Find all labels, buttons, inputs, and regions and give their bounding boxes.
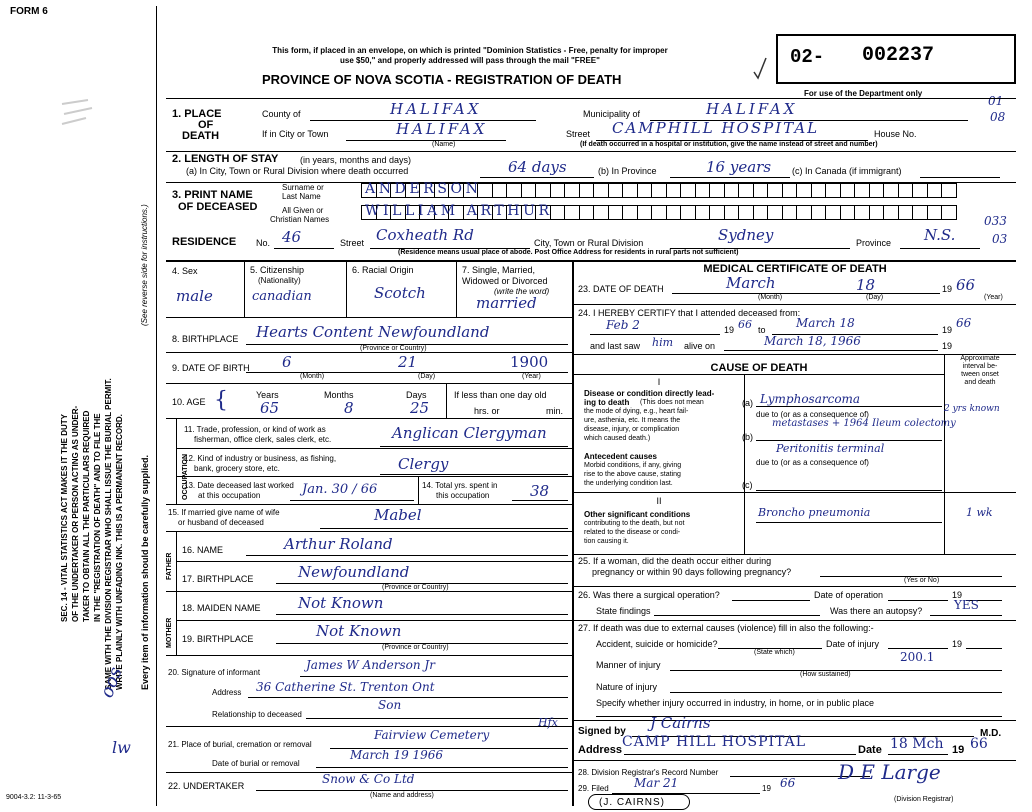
registration-number: 002237 [862,44,935,67]
cause-a-interval: 2 yrs known [944,404,1000,414]
specify-label: Specify whether injury occurred in industry, in home, or in public place [596,698,874,708]
marital-label-1: 7. Single, Married, [462,265,536,275]
municipality-value: HALIFAX [706,100,798,118]
street-value: CAMPHILL HOSPITAL [612,119,820,137]
place-label-3: DEATH [182,130,220,142]
dod-day-value: 18 [856,276,876,294]
dod-year-caption: (Year) [984,294,1003,301]
disease-label-6: disease, injury, or complication [584,426,680,433]
under-day-label-2: hrs. or [474,406,500,416]
trade-value: Anglican Clergyman [392,424,547,442]
name-caption: (Name) [432,141,456,148]
stay-label-note: (in years, months and days) [300,155,412,165]
reverse-side-note: (See reverse side for instructions.) [140,204,149,326]
total-years-value: 38 [530,482,550,500]
signed-by-label: Signed by [578,726,626,737]
last-worked-label-2: at this occupation [198,491,261,500]
cause-b-value: metastases + 1964 Ileum colectomy [772,418,956,429]
registrar-signature: D E Large [838,760,941,784]
residence-note: (Residence means usual place of abode. Post Office Address for residents in rural parts not sufficient) [398,249,739,256]
surname-label-2: Last Name [282,192,321,201]
antecedent-label-4: the underlying condition last. [584,480,673,487]
physician-address-label: Address [578,744,623,756]
registrar-caption: (Division Registrar) [894,796,954,803]
department-code-4: 03 [992,232,1008,246]
manner-label: Manner of injury [596,660,661,670]
check-mark-icon [752,56,768,80]
marital-label-3: (write the word) [494,287,550,296]
surgery-label: 26. Was there a surgical operation? [578,590,720,600]
residence-province-value: N.S. [924,226,956,244]
attend-to-label: to [758,325,766,335]
residence-no-value: 46 [282,228,302,246]
how-sustained-caption: (How sustained) [800,671,851,678]
part-ii-label: II [656,496,662,506]
dob-year-value: 1900 [510,353,549,371]
cause-a-prefix: (a) [742,398,753,408]
place-label-1: 1. PLACE [172,108,222,120]
relationship-label: Relationship to deceased [212,710,302,719]
physician-date-label: Date [858,744,882,756]
mother-maiden-value: Not Known [298,594,384,612]
attend-from-year: 66 [738,318,752,331]
antecedent-label-2: Morbid conditions, if any, giving [584,462,682,469]
approx-interval-1: Approximate [960,355,1000,362]
undertaker-label: 22. UNDERTAKER [168,781,245,791]
cause-a-value: Lymphosarcoma [760,392,861,406]
other-label-3: related to the disease or condi- [584,529,681,536]
age-days-value: 25 [410,399,430,417]
attend-from-value: Feb 2 [606,318,640,332]
approx-interval-2: interval be- [962,363,998,370]
other-label-1: Other significant conditions [584,510,691,519]
pregnancy-label-2: pregnancy or within 90 days following pregnancy? [592,567,792,577]
attend-label: 24. I HEREBY CERTIFY that I attended deceased from: [578,308,801,318]
informant-sig-value: James W Anderson Jr [306,658,435,672]
vital-stats-text-4: IN THE "REGISTRATION OF DEATH" AND TO FILE THE [93,413,102,622]
residence-label: RESIDENCE [172,236,237,248]
every-item-note: Every item of information should be carefully supplied. [140,454,150,690]
disease-label-4: the mode of dying, e.g., heart fail- [584,408,689,415]
county-value: HALIFAX [390,100,482,118]
physician-date-value: 18 Mch [890,736,944,752]
margin-handwriting-2: lw [112,738,131,757]
autopsy-value: YES [954,598,979,612]
disease-label-5: ure, asthenia, etc. It means the [584,417,681,424]
undertaker-caption: (Name and address) [370,792,434,799]
filed-year-prefix: 19 [762,784,771,793]
birthplace-value: Hearts Content Newfoundland [256,323,490,341]
other-value: Broncho pneumonia [758,506,871,519]
citizenship-label-1: 5. Citizenship [250,265,305,275]
dod-month-value: March [726,274,776,292]
age-days-label: Days [406,390,427,400]
attend-to-value: March 18 [796,316,855,330]
racial-origin-value: Scotch [374,284,426,302]
city-value: HALIFAX [396,120,488,138]
dob-month-value: 6 [282,353,292,371]
department-use-label: For use of the Department only [804,89,923,98]
vital-stats-text-2: OF THE UNDERTAKER OR PERSON ACTING AS UNDER- [71,405,80,622]
residence-street-value: Coxheath Rd [376,226,474,244]
city-label: If in City or Town [262,129,329,139]
under-day-label-3: min. [546,406,564,416]
father-birthplace-caption: (Province or Country) [382,584,449,591]
registrar-record-label: 28. Division Registrar's Record Number [578,768,719,777]
last-saw-year-prefix: 19 [942,341,953,351]
age-months-value: 8 [344,399,354,417]
wife-value: Mabel [374,506,422,524]
due-to-label-1: due to (or as a consequence of) [756,410,869,419]
cause-code: 200.1 [900,650,935,664]
dob-label: 9. DATE OF BIRTH [172,363,250,373]
surname-value: ANDERSON [365,181,482,197]
residence-division-label: City, Town or Rural Division [534,238,644,248]
department-code-2: 08 [990,110,1006,124]
given-label-2: Christian Names [270,215,330,224]
marital-value: married [476,294,537,312]
last-saw-value: March 18, 1966 [764,334,861,348]
residence-division-value: Sydney [718,226,774,244]
dod-month-caption: (Month) [758,294,783,301]
dob-month-caption: (Month) [300,373,325,380]
nature-label: Nature of injury [596,682,658,692]
burial-place-note: Hfx [538,716,558,729]
signed-by-value: J Cairns [650,714,711,732]
cairns-stamp-text: (J. CAIRNS) [599,797,665,808]
age-years-label: Years [256,390,279,400]
mother-section-label: MOTHER [166,617,173,648]
burial-date-value: March 19 1966 [350,748,444,762]
operation-date-label: Date of operation [814,590,884,600]
filed-value: Mar 21 [634,776,679,790]
disease-label-3: (This does not mean [640,399,704,406]
registration-prefix: 02- [790,46,825,68]
form-footer-code: 9004-3.2: 11-3-65 [6,794,62,801]
pregnancy-label-1: 25. If a woman, did the death occur either during [578,556,772,566]
physician-address-value: CAMP HILL HOSPITAL [622,734,807,750]
injury-date-label: Date of injury [826,639,880,649]
dob-year-caption: (Year) [522,373,541,380]
name-label-1: 3. PRINT NAME [172,189,253,201]
state-which-caption: (State which) [754,649,795,656]
burial-place-label: 21. Place of burial, cremation or removal [168,740,312,749]
external-label: 27. If death was due to external causes (violence) fill in also the following:- [578,623,874,633]
registration-number-box [776,34,1016,84]
residence-province-label: Province [856,238,892,248]
wife-label-2: or husband of deceased [178,518,264,527]
stay-province-label: (b) In Province [598,166,657,176]
stay-canada-label: (c) In Canada (if immigrant) [792,166,902,176]
pregnancy-caption: (Yes or No) [904,577,940,584]
filed-label: 29. Filed [578,784,609,793]
other-interval: 1 wk [966,506,993,519]
operation-year-prefix: 19 [952,590,963,600]
mother-maiden-label: 18. MAIDEN NAME [182,603,261,613]
dod-label: 23. DATE OF DEATH [578,284,664,294]
burial-place-value: Fairview Cemetery [374,728,490,742]
due-to-label-2: due to (or as a consequence of) [756,458,869,467]
vital-stats-text-3: TAKER TO OBTAIN ALL THE PARTICULARS REQUIRED [82,410,91,622]
medical-title: MEDICAL CERTIFICATE OF DEATH [703,263,887,275]
informant-address-label: Address [212,688,242,697]
stay-city-label: (a) In City, Town or Rural Division where death occurred [186,166,409,176]
md-label: M.D. [980,728,1002,739]
antecedent-label-1: Antecedent causes [584,452,657,461]
sex-value: male [176,287,213,305]
form-title: PROVINCE OF NOVA SCOTIA - REGISTRATION OF DEATH [262,72,622,87]
disease-label-2: ing to death [584,398,630,407]
antecedent-label-3: rise to the above cause, stating [584,471,681,478]
informant-sig-label: 20. Signature of informant [168,668,261,677]
racial-origin-label: 6. Racial Origin [352,265,414,275]
birthplace-caption: (Province or Country) [360,345,427,352]
father-birthplace-value: Newfoundland [298,563,410,581]
postage-notice-2: use $50," and properly addressed will pass through the mail "FREE" [340,56,600,65]
occupation-section-label: OCCUPATION [182,453,189,500]
other-label-2: contributing to the death, but not [584,520,685,527]
cause-b2-value: Peritonitis terminal [776,442,885,455]
age-label: 10. AGE [172,397,206,407]
total-years-label-2: this occupation [436,491,490,500]
dod-year-prefix: 19 [942,284,953,294]
citizenship-value: canadian [252,289,312,304]
father-name-value: Arthur Roland [284,535,393,553]
name-label-2: OF DECEASED [178,201,258,213]
autopsy-label: Was there an autopsy? [830,606,923,616]
attend-year-prefix-1: 19 [724,325,735,335]
attend-to-year: 66 [956,316,972,330]
marital-label-2: Widowed or Divorced [462,276,548,286]
hospital-note: (If death occurred in a hospital or institution, give the name instead of street and number) [580,141,878,148]
part-i-label: I [657,377,661,387]
approx-interval-4: and death [964,379,996,386]
county-label: County of [262,109,301,119]
state-findings-label: State findings [596,606,651,616]
last-saw-label: and last saw [590,341,641,351]
given-name-value: WILLIAM ARTHUR [365,203,553,219]
dod-year-value: 66 [956,276,976,294]
surname-label-1: Surname or [282,183,324,192]
cairns-stamp [588,794,690,810]
margin-handwriting-1: oos [96,664,127,701]
industry-label-2: bank, grocery store, etc. [194,464,280,473]
father-section-label: FATHER [166,552,173,580]
mother-birthplace-value: Not Known [316,622,402,640]
municipality-label: Municipality of [583,109,641,119]
stay-city-value: 64 days [508,158,567,176]
disease-label-7: which caused death.) [584,435,651,442]
accident-label: Accident, suicide or homicide? [596,639,718,649]
last-worked-label-1: 13. Date deceased last worked [184,481,294,490]
form-number: FORM 6 [10,6,48,17]
vital-stats-text-6: WRITE PLAINLY WITH UNFADING INK. THIS IS A PERMANENT RECORD. [115,414,124,690]
injury-year-prefix: 19 [952,639,963,649]
wife-label-1: 15. If married give name of wife [168,508,280,517]
place-label-2: OF [198,119,214,131]
attend-year-prefix-2: 19 [942,325,953,335]
street-label: Street [566,129,591,139]
physician-year-prefix: 19 [952,744,965,756]
physician-year-value: 66 [970,736,988,752]
department-code-1: 01 [988,94,1004,108]
disease-label-1: Disease or condition directly lead- [584,389,715,398]
last-saw-label-2: alive on [684,341,716,351]
filed-year-value: 66 [780,776,796,790]
approx-interval-3: tween onset [961,371,999,378]
cause-title: CAUSE OF DEATH [710,362,808,374]
cause-c-prefix: (c) [742,480,753,490]
sex-label: 4. Sex [172,266,198,276]
father-birthplace-label: 17. BIRTHPLACE [182,574,254,584]
vital-stats-text-1: SEC. 14 - VITAL STATISTICS ACT MAKES IT THE DUTY [60,413,69,622]
department-code-3: 033 [984,214,1007,228]
residence-no-label: No. [256,238,271,248]
postage-notice-1: This form, if placed in an envelope, on which is printed "Dominion Statistics - Free, penalty for improper [272,46,668,55]
birthplace-label: 8. BIRTHPLACE [172,334,239,344]
burial-date-label: Date of burial or removal [212,759,300,768]
industry-value: Clergy [398,455,449,473]
age-years-value: 65 [260,399,280,417]
citizenship-label-2: (Nationality) [258,276,301,285]
trade-label-1: 11. Trade, profession, or kind of work as [184,425,326,434]
other-label-4: tion causing it. [584,538,629,545]
given-label-1: All Given or [282,206,324,215]
undertaker-value: Snow & Co Ltd [322,772,415,786]
house-label: House No. [874,129,917,139]
trade-label-2: fisherman, office clerk, sales clerk, etc. [194,435,332,444]
dob-day-caption: (Day) [418,373,436,380]
father-name-label: 16. NAME [182,545,224,555]
cause-b-prefix: (b) [742,432,753,442]
mother-birthplace-caption: (Province or Country) [382,644,449,651]
mother-birthplace-label: 19. BIRTHPLACE [182,634,254,644]
vital-stats-text-5: SAME WITH THE DIVISION REGISTRAR WHO SHALL ISSUE THE BURIAL PERMIT. [104,378,113,690]
total-years-label-1: 14. Total yrs. spent in [422,481,498,490]
age-months-label: Months [324,390,354,400]
residence-street-label: Street [340,238,365,248]
industry-label-1: 12. Kind of industry or business, as fishing, [184,454,337,463]
last-worked-value: Jan. 30 / 66 [302,482,378,497]
dod-day-caption: (Day) [866,294,884,301]
relationship-value: Son [378,698,402,712]
age-bracket: { [214,388,228,413]
last-saw-pronoun: him [652,336,674,349]
informant-address-value: 36 Catherine St. Trenton Ont [256,680,435,694]
dob-day-value: 21 [398,353,418,371]
faded-stamp-icon [58,96,98,130]
stay-label: 2. LENGTH OF STAY [172,153,279,165]
stay-province-value: 16 years [706,158,772,176]
under-day-label-1: If less than one day old [454,390,547,400]
